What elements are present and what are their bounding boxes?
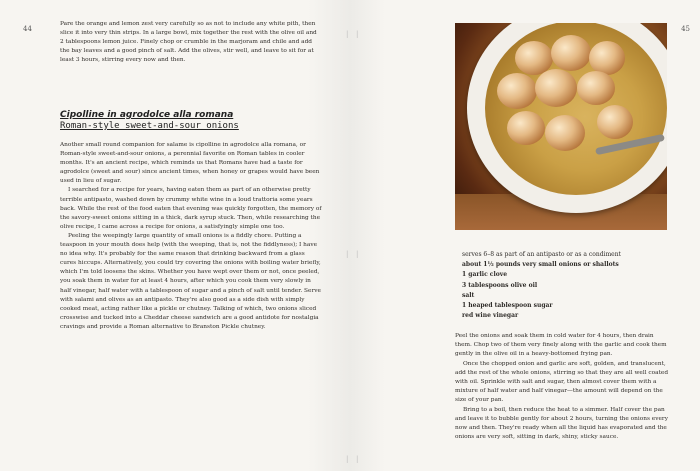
page-number-left: 44: [23, 25, 32, 33]
ingredient-item: about 1½ pounds very small onions or shallots: [462, 261, 619, 269]
intro-text: Pare the orange and lemon zest very carefully so as not to include any white pith, then slice it into very thin strips. In a large bowl, mix together the rest with the olive oil and 2 tablespoons lemon juice. Finely chop or crumble in the marjoram and chile and add the bay leaves and a good pinch of salt. Add the olives, stir well, and leave to sit for at least 3 hours, stirring every now and then.: [60, 21, 317, 64]
gutter-mark: |: [356, 30, 359, 38]
gutter-mark: |: [346, 30, 349, 38]
intro-paragraph-2: I searched for a recipe for years, having eaten them as part of an otherwise pretty terrible antipasto, washed down by crummy white wine in a loud trattoria some years back. While the rest of the food eaten that evening was quickly forgotten, the memory of the savory-sweet onions sitting in a thick, dark syrup stuck. Then, while researching the olive recipe, I came across a recipe for onions, a satisfyingly simple one too.: [60, 187, 322, 230]
onion-sauce: [485, 23, 667, 195]
gutter-mark: |: [356, 250, 359, 258]
page-number-right: 45: [681, 25, 690, 33]
onion: [589, 41, 625, 75]
gutter-mark: |: [346, 250, 349, 258]
intro-paragraph: [60, 20, 322, 65]
ingredient-list: [462, 250, 662, 321]
intro-paragraph-3: Peeling the weepingly large quantity of small onions is a fiddly chore. Putting a teaspoon in your mouth does help (with the weeping, that is, not the fiddlyness); I have no idea why. It's probably for the same reason that drinking backward from a glass cures hiccups. Alternatively, you could try covering the onions with boiling water briefly, which I'm told loosens the skins. Whether you have wept over them or not, once peeled, you soak them in water for at least 4 hours, after which you cook them very slowly in half vinegar, half water with a tablespoon of sugar and a pinch of salt until tender. Serve with salami and olives as an antipasto. They're also good as a side dish with simply cooked meat, acting rather like a pickle or chutney. Talking of which, two onions sliced crosswise and tucked into a Cheddar cheese sandwich are a good antidote for nostalgia cravings and provide a Roman alternative to Branston Pickle chutney.: [60, 232, 321, 330]
recipe-title-english: Roman-style sweet-and-sour onions: [60, 121, 239, 131]
ingredient-item: 1 garlic clove: [462, 271, 508, 279]
method-step: Once the chopped onion and garlic are soft, golden, and translucent, add the rest of the whole onions, stirring so that they are all well coated with oil. Sprinkle with salt and sugar, then almost cover them with a mixture of half water and half vinegar—the amount will depend on the size of your pan.: [455, 360, 669, 404]
onion: [597, 105, 633, 139]
method-step: Bring to a boil, then reduce the heat to a simmer. Half cover the pan and leave it to bubble gently for about 2 hours, turning the onions every now and then. They're ready when all the liquid has evaporated and the onions are very soft, sitting in dark, shiny, sticky sauce.: [455, 406, 668, 441]
method-step: Peel the onions and soak them in cold water for 4 hours, then drain them. Chop two of them very finely along with the garlic and cook them gently in the olive oil in a heavy-bottomed frying pan.: [455, 333, 667, 358]
onion: [577, 71, 615, 105]
intro-paragraph-1: Another small round companion for salame is cipolline in agrodolce alla romana, or Roman-style sweet-and-sour onions, a perennial favorite on Roman tables in cooler months. It's an ancient recipe, which reminds us that Romans have had a taste for agrodolce (sweet and sour) since ancient times, when honey or grapes would have been used in lieu of sugar.: [60, 142, 320, 185]
gutter-mark: |: [346, 455, 349, 463]
onion: [497, 73, 537, 109]
onion: [545, 115, 585, 151]
onion: [507, 111, 545, 145]
ingredient-item: salt: [462, 291, 475, 299]
recipe-method: [455, 332, 670, 442]
ingredient-item: red wine vinegar: [462, 312, 519, 320]
onion: [551, 35, 591, 71]
serving-bowl: [467, 23, 667, 213]
serving-size: serves 6–8 as part of an antipasto or as a condiment: [462, 251, 621, 258]
ingredient-item: 1 heaped tablespoon sugar: [462, 302, 553, 310]
ingredient-item: 3 tablespoons olive oil: [462, 281, 538, 289]
recipe-introduction: [60, 141, 322, 332]
onions-photo: [455, 23, 667, 230]
recipe-title-italian: Cipolline in agrodolce alla romana: [60, 110, 234, 120]
onion: [535, 69, 577, 107]
gutter-mark: |: [356, 455, 359, 463]
recipe-title-block: [60, 110, 322, 132]
